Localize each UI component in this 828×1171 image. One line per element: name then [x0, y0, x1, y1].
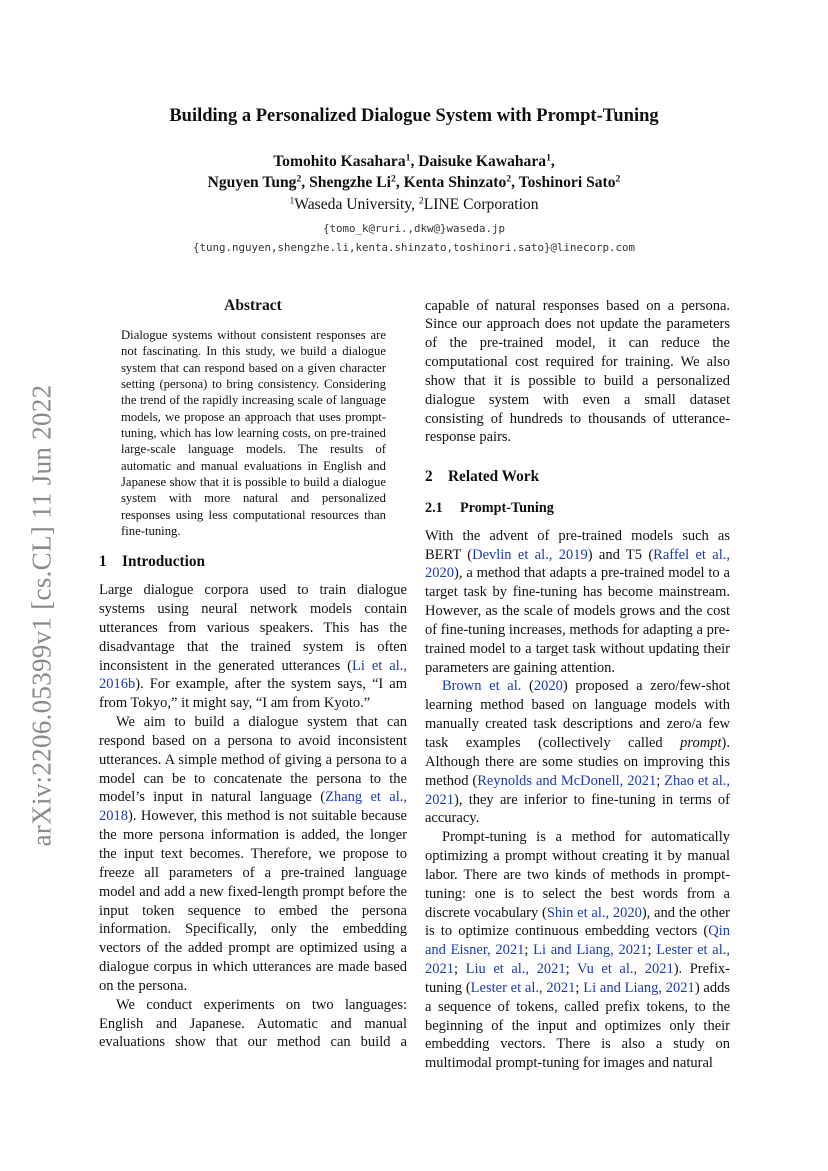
affiliation-waseda: Waseda University, [294, 196, 419, 213]
citation-link[interactable]: Zhao et al., 2021 [425, 772, 731, 808]
left-column [99, 297, 407, 1052]
citation-link[interactable]: Qin and Eisner, 2021 [425, 923, 730, 959]
author-name: Nguyen Tung [207, 174, 297, 191]
author-line-1: Tomohito Kasahara$^1$, Daisuke Kawahara$^1$, [273, 152, 555, 170]
email-linecorp[interactable]: {tung.nguyen,shengzhe.li,kenta.shinzato,toshinori.sato}@linecorp.com [192, 241, 636, 254]
citation-link[interactable]: Raffel et al., 2020 [425, 546, 730, 582]
author-affil-mark: 2 [296, 173, 302, 185]
emphasis-term: prompt [680, 734, 722, 751]
citation-link[interactable]: Liu et al., 2021 [465, 961, 566, 978]
paragraph: Prompt-tuning is a method for automatically optimizing a prompt without creating it by manual labor. There are two kinds of methods in prompt-tuning: one is to select the best words from a discrete vocabulary (Shin et al., 2020), and the other is to optimize continuous embedding vectors (Qin and Eisner, 2021; Li and Liang, 2021; Lester et al., 2021; Liu et al., 2021; Vu et al., 2021). Prefix-tuning (Lester et al., 2021; Li and Liang, 2021) adds a sequence of tokens, called prefix tokens, to the beginning of the input and optimizes only their embedding vectors. There is also a study on multimodal prompt-tuning for images and natural [425, 829, 731, 1072]
author-name: Shengzhe Li [309, 174, 391, 191]
citation-link[interactable]: Li and Liang, 2021 [533, 942, 648, 959]
paper-title: Building a Personalized Dialogue System with Prompt-Tuning [169, 106, 659, 126]
citation-link[interactable]: Shin et al., 2020 [546, 904, 642, 921]
paragraph-continued: We conduct experiments on two languages: English and Japanese. Automatic and manual evaluations show that our method can build a [99, 996, 407, 1051]
paragraph-continuation: capable of natural responses based on a persona. Since our approach does not update the parameters of the pre-trained model, it can reduce the computational cost required for training. We also show that it is possible to build a personalized dialogue system with even a small dataset consisting of hundreds to thousands of utterance-response pairs. [425, 297, 730, 446]
citation-link[interactable]: Vu et al., 2021 [576, 961, 674, 978]
subsection-heading-prompt-tuning: 2.1 Prompt-Tuning [425, 499, 554, 516]
paragraph: Brown et al. (2020) proposed a zero/few-shot learning method based on language models with manually created task descriptions and zero/a few task examples (collectively called prompt). Although there are some studies on improving this method (Reynolds and McDonell, 2021; Zhao et al., 2021), they are inferior to fine-tuning in terms of accuracy. [425, 678, 731, 827]
email-waseda[interactable]: {tomo_k@ruri.,dkw@}waseda.jp [322, 222, 505, 235]
paragraph: We aim to build a dialogue system that can respond based on a persona to avoid inconsistent utterances. A simple method of giving a persona to a model can be to concatenate the persona to the model’s input in natural language (Zhang et al., 2018). However, this method is not suitable because the more persona information is added, the longer the input text becomes. Therefore, we propose to freeze all parameters of a pre-trained language model and add a new fixed-length prompt before the input token sequence to embed the persona information. Specifically, only the embedding vectors of the added prompt are optimized using a dialogue corpus in which utterances are made based on the persona. [99, 714, 408, 994]
author-name: Tomohito Kasahara [273, 153, 406, 170]
citation-link[interactable]: Reynolds and McDonell, 2021 [477, 772, 657, 789]
citation-link[interactable]: Li and Liang, 2021 [583, 979, 695, 996]
affiliations: $^1$Waseda University, $^2$LINE Corporation [289, 195, 539, 213]
citation-link[interactable]: Zhang et al., 2018 [99, 789, 408, 825]
citation-link[interactable]: Devlin et al., 2019 [472, 546, 588, 563]
author-affil-mark: 1 [546, 152, 551, 164]
author-list [100, 151, 728, 193]
paragraph: Large dialogue corpora used to train dialogue systems using neural network models contain utterances from various speakers. This has the disadvantage that the trained system is often inconsistent in the generated utterances (Li et al., 2016b). For example, after the system says, “I am from Tokyo,” it might say, “I am from Kyoto.” [99, 582, 407, 712]
citation-link[interactable]: Li et al., 2016b [99, 657, 407, 693]
author-name: Toshinori Sato [518, 174, 616, 191]
citation-link[interactable]: Lester et al., 2021 [425, 942, 730, 978]
author-name: Kenta Shinzato [403, 174, 507, 191]
citation-link[interactable]: 2020 [533, 678, 563, 695]
author-name: Daisuke Kawahara [418, 153, 547, 170]
citation-link[interactable]: Brown et al. [442, 678, 522, 695]
section-heading-related-work: 2 Related Work [425, 468, 540, 485]
arxiv-stamp-text: arXiv:2206.05399v1 [cs.CL] 11 Jun 2022 [26, 384, 57, 846]
citation-link[interactable]: Lester et al., 2021 [470, 979, 576, 996]
author-affil-mark: 2 [390, 173, 396, 185]
author-line-2: Nguyen Tung$^2$, Shengzhe Li$^2$, Kenta Shinzato$^2$, Toshinori Sato$^2$ [207, 173, 621, 191]
affiliation-line: LINE Corporation [423, 196, 539, 213]
author-affil-mark: 2 [615, 173, 621, 185]
author-affil-mark: 2 [506, 173, 512, 185]
arxiv-stamp [12, 370, 72, 860]
author-affil-mark: 1 [405, 152, 411, 164]
abstract-text: Dialogue systems without consistent responses are not fascinating. In this study, we build a dialogue system that can respond based on a given character setting (persona) to bring consistency. Considering the trend of the rapidly increasing scale of language models, we propose an approach that uses prompt-tuning, which has low learning costs, on pre-trained large-scale language models. The results of automatic and manual evaluations in English and Japanese show that it is possible to build a dialogue system with more natural and personalized responses using less computational resources than fine-tuning. [121, 327, 386, 538]
right-column [425, 297, 730, 1073]
paragraph: With the advent of pre-trained models such as BERT (Devlin et al., 2019) and T5 (Raffel et al., 2020), a method that adapts a pre-trained model to a target task by fine-tuning has become mainstream. However, as the scale of models grows and the cost of fine-tuning increases, methods for adapting a pre-trained model to a target task without updating their parameters are gaining attention. [425, 527, 730, 676]
abstract-heading: Abstract [224, 297, 282, 314]
section-heading-introduction: 1 Introduction [99, 553, 206, 571]
